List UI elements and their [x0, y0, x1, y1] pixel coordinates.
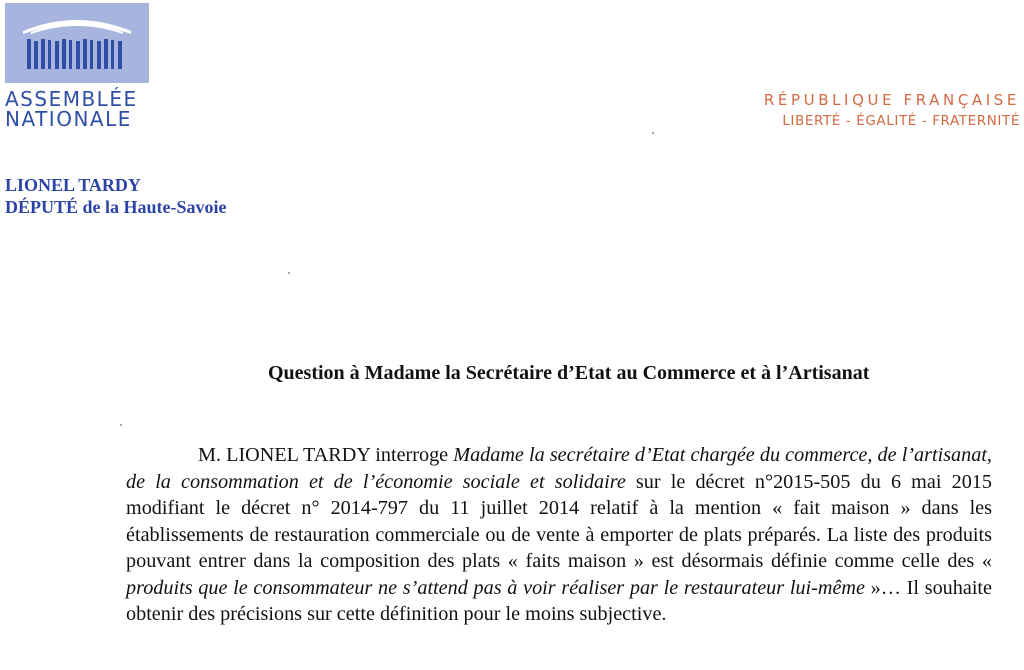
body-minister-title: Madame la secrétaire d’Etat chargée du commerce, de l’artisanat, de la consommation et de l’économie sociale et solidaire: [126, 444, 992, 493]
question-body: [126, 442, 992, 628]
republic-header: [764, 90, 1020, 132]
institution-name-line2: NATIONALE: [5, 107, 132, 131]
author-block: [5, 174, 227, 218]
republic-motto: LIBERTÉ - ÉGALITÉ - FRATERNITÉ: [782, 113, 1020, 129]
hemicycle-emblem-icon: [5, 3, 149, 83]
scan-speck: [120, 424, 122, 426]
body-quote: produits que le consommateur ne s’attend pas à voir réaliser par le restaurateur lui-même: [126, 576, 865, 599]
institution-name-line1: ASSEMBLÉE: [5, 87, 138, 111]
author-name: LIONEL TARDY: [5, 175, 141, 195]
body-part-5: »… Il souhaite obtenir des précisions sur cette définition pour le moins subjective.: [126, 576, 992, 625]
question-title: Question à Madame la Secrétaire d’Etat au Commerce et à l’Artisanat: [268, 362, 870, 384]
author-title: DÉPUTÉ de la Haute-Savoie: [5, 197, 227, 217]
republic-title: RÉPUBLIQUE FRANÇAISE: [763, 91, 1020, 109]
assemblee-nationale-logo: [5, 3, 153, 129]
scan-speck: [652, 132, 654, 134]
scan-speck: [288, 272, 290, 274]
body-part-1: M. LIONEL TARDY interroge: [198, 444, 454, 466]
body-part-3: sur le décret n°2015-505 du 6 mai 2015 modifiant le décret n° 2014-797 du 11 juillet 2014 relatif à la mention « fait maison » dans les établissements de restauration commerciale ou de vente à emporter de plats préparés. La liste des produits pouvant entrer dans la composition des plats « faits maison » est désormais définie comme celle des «: [126, 470, 992, 572]
